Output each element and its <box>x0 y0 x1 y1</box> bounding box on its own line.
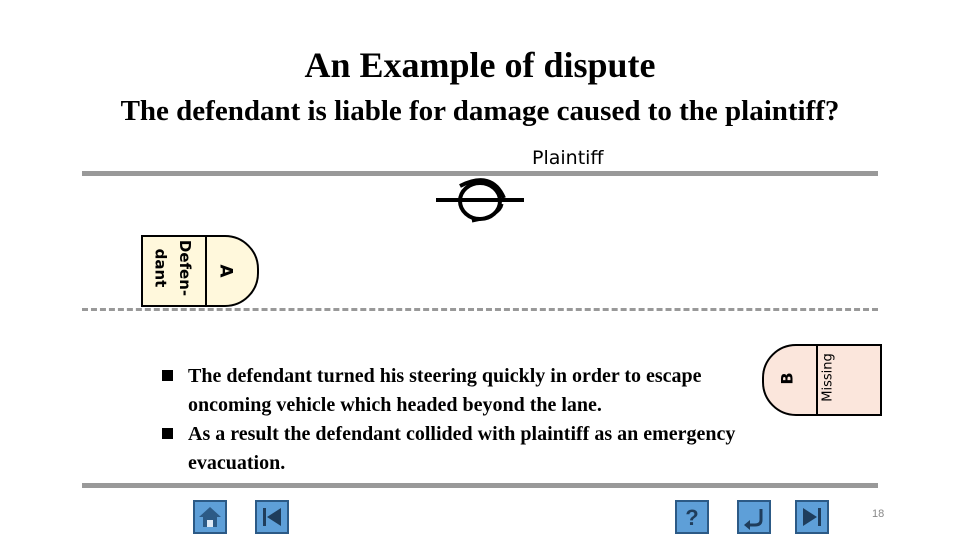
car-b-label: Missing <box>820 353 836 402</box>
bullet-marker-icon <box>162 370 173 381</box>
defendant-car-a <box>141 235 259 307</box>
first-slide-icon <box>257 502 287 532</box>
bullet-text: The defendant turned his steering quickly in order to escape oncoming vehicle which headed beyond the lane. <box>188 365 702 416</box>
last-slide-icon <box>797 502 827 532</box>
car-a-label-line1: Defen- <box>176 239 195 297</box>
first-slide-button[interactable] <box>255 500 289 534</box>
missing-car-b <box>762 344 882 416</box>
return-icon <box>739 502 769 532</box>
list-item <box>162 362 762 420</box>
car-b-letter: B <box>777 372 797 385</box>
return-button[interactable] <box>737 500 771 534</box>
car-a-letter: A <box>215 264 236 278</box>
home-button[interactable] <box>193 500 227 534</box>
help-button[interactable] <box>675 500 709 534</box>
road-bottom-edge <box>82 483 878 488</box>
plaintiff-label: Plaintiff <box>532 147 604 169</box>
svg-text:?: ? <box>685 505 699 530</box>
help-icon <box>677 502 707 532</box>
slide-subtitle: The defendant is liable for damage caused to the plaintiff? <box>120 95 840 127</box>
last-slide-button[interactable] <box>795 500 829 534</box>
car-b-divider <box>816 346 818 414</box>
bullet-text: As a result the defendant collided with plaintiff as an emergency evacuation. <box>188 423 736 474</box>
slide-title: An Example of dispute <box>304 45 656 85</box>
description-list <box>162 362 762 478</box>
car-a-label-line2: dant <box>151 248 170 288</box>
lane-center-line <box>82 308 878 311</box>
bullet-marker-icon <box>162 428 173 439</box>
page-number: 18 <box>872 508 885 520</box>
car-a-divider <box>205 237 207 305</box>
collision-symbol-icon <box>434 176 526 226</box>
list-item <box>162 420 762 478</box>
home-icon <box>195 502 225 532</box>
